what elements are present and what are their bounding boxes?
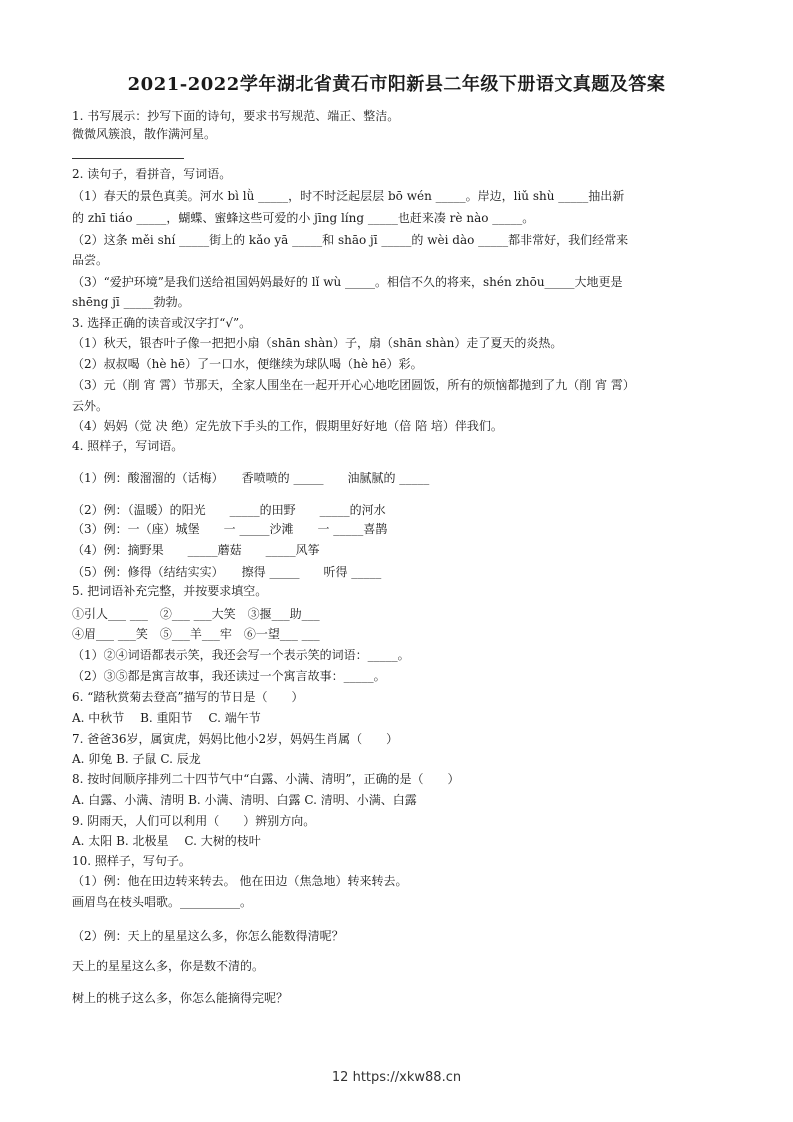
text-line-26: （2）③⑤都是寓言故事，我还读过一个寓言故事：_____。 [72, 669, 386, 683]
text-line-16: 4. 照样子，写词语。 [72, 439, 184, 453]
text-line-24: ④眉___ ___笑 ⑤___羊___牢 ⑥一望___ ___ [72, 627, 320, 641]
text-line-13: （3）元（削 宵 霄）节那天，全家人围坐在一起开开心心地吃团圆饭，所有的烦恼都抛到了九（削 宵 霄） [72, 378, 635, 392]
copy-answer-line [72, 158, 184, 159]
text-line-35: 10. 照样子，写句子。 [72, 854, 191, 868]
text-line-1: 1. 书写展示：抄写下面的诗句，要求书写规范、端正、整洁。 [72, 109, 400, 123]
text-line-31: 8. 按时间顺序排列二十四节气中“白露、小满、清明”，正确的是（ ） [72, 772, 460, 786]
text-line-20: （4）例：摘野果 _____蘑菇 _____风筝 [72, 543, 320, 557]
document-title: 2021-2022学年湖北省黄石市阳新县二年级下册语文真题及答案 [127, 74, 666, 95]
text-line-36: （1）例：他在田边转来转去。 他在田边（焦急地）转来转去。 [72, 874, 408, 888]
text-line-28: A. 中秋节 B. 重阳节 C. 端午节 [72, 711, 261, 725]
text-line-19: （3）例：一（座）城堡 一 _____沙滩 一 _____喜鹊 [72, 522, 388, 536]
text-line-2: 微微风簇浪，散作满河星。 [72, 127, 217, 141]
text-line-37: 画眉鸟在枝头唱歌。__________。 [72, 895, 253, 909]
text-line-11: （1）秋天，银杏叶子像一把把小扇（shān shàn）子，扇（shān shàn）走了夏天的炎热。 [72, 336, 563, 350]
text-line-27: 6. “踏秋赏菊去登高”描写的节日是（ ） [72, 690, 304, 704]
text-line-3: 2. 读句子，看拼音，写词语。 [72, 167, 232, 181]
text-line-32: A. 白露、小满、清明 B. 小满、清明、白露 C. 清明、小满、白露 [72, 793, 417, 807]
text-line-21: （5）例：修得（结结实实） 擦得 _____ 听得 _____ [72, 565, 382, 579]
text-line-10: 3. 选择正确的读音或汉字打“√”。 [72, 316, 252, 330]
text-line-15: （4）妈妈（觉 决 绝）定先放下手头的工作，假期里好好地（倍 陪 培）伴我们。 [72, 419, 503, 433]
text-line-18: （2）例：（温暖）的阳光 _____的田野 _____的河水 [72, 503, 386, 517]
text-line-8: （3）“爱护环境”是我们送给祖国妈妈最好的 lǐ wù _____。相信不久的将来，shén zhōu_____大地更是 [72, 275, 623, 289]
text-line-25: （1）②④词语都表示笑，我还会写一个表示笑的词语：_____。 [72, 648, 410, 662]
text-line-34: A. 太阳 B. 北极星 C. 大树的枝叶 [72, 834, 261, 848]
text-line-4: （1）春天的景色真美。河水 bì lǜ _____，时不时泛起层层 bō wén _____。岸边，liǔ shù _____抽出新 [72, 189, 625, 203]
text-line-14: 云外。 [72, 399, 109, 413]
text-line-40: 树上的桃子这么多，你怎么能摘得完呢？ [72, 991, 289, 1005]
text-line-30: A. 卯兔 B. 子鼠 C. 辰龙 [72, 752, 201, 766]
text-line-17: （1）例：酸溜溜的（话梅） 香喷喷的 _____ 油腻腻的 _____ [72, 471, 430, 485]
text-line-22: 5. 把词语补充完整，并按要求填空。 [72, 584, 268, 598]
page-footer: 12 https://xkw88.cn [331, 1070, 462, 1085]
text-line-29: 7. 爸爸36岁，属寅虎，妈妈比他小2岁，妈妈生肖属（ ） [72, 732, 399, 746]
text-line-7: 品尝。 [72, 253, 109, 267]
text-line-6: （2）这条 měi shí _____街上的 kǎo yā _____和 shāo jī _____的 wèi dào _____都非常好，我们经常来 [72, 233, 629, 247]
text-line-9: shēng jī _____勃勃。 [72, 295, 190, 309]
text-line-23: ①引人___ ___ ②___ ___大笑 ③揠___助___ [72, 607, 320, 621]
text-line-33: 9. 阴雨天，人们可以利用（ ）辨别方向。 [72, 814, 316, 828]
text-line-38: （2）例：天上的星星这么多，你怎么能数得清呢？ [72, 929, 344, 943]
text-line-5: 的 zhī tiáo _____，蝴蝶、蜜蜂这些可爱的小 jīng líng _____也赶来凑 rè nào _____。 [72, 211, 535, 225]
text-line-39: 天上的星星这么多，你是数不清的。 [72, 959, 265, 973]
text-line-12: （2）叔叔喝（hè hē）了一口水，便继续为球队喝（hè hē）彩。 [72, 357, 423, 371]
